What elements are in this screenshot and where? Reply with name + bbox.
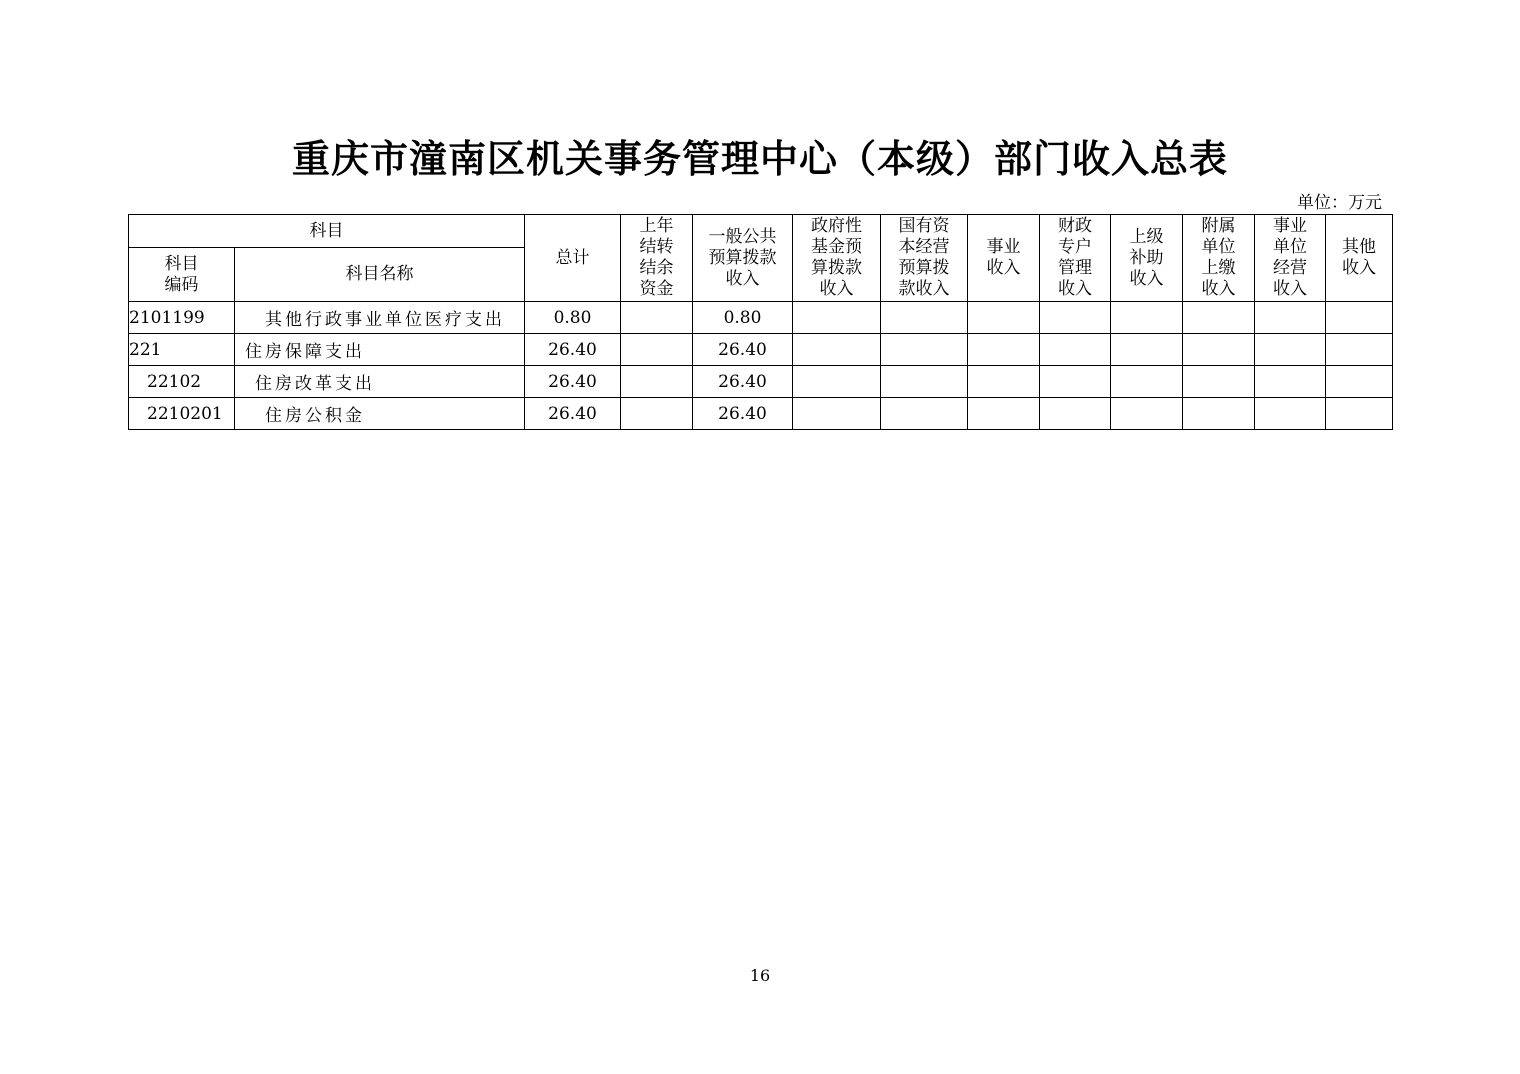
superior-subsidy-cell [1111, 334, 1183, 366]
business-income-cell [968, 334, 1040, 366]
other-income-cell [1326, 366, 1393, 398]
business-income-cell [968, 398, 1040, 430]
unit-operating-cell [1255, 334, 1326, 366]
unit-operating-cell [1255, 302, 1326, 334]
other-income-cell [1326, 334, 1393, 366]
subject-name-cell: 住房公积金 [235, 398, 525, 430]
state-capital-cell [881, 302, 968, 334]
col-header-subject-name: 科目名称 [235, 248, 525, 302]
superior-subsidy-cell [1111, 366, 1183, 398]
special-account-cell [1040, 398, 1111, 430]
col-header-superior-subsidy: 上级 补助 收入 [1111, 215, 1183, 302]
table-row [129, 334, 1393, 366]
subject-name-cell: 住房改革支出 [235, 366, 525, 398]
business-income-cell [968, 366, 1040, 398]
subject-code-cell: 22102 [129, 366, 235, 398]
subject-code-cell: 2210201 [129, 398, 235, 430]
state-capital-cell [881, 366, 968, 398]
carryover-cell [621, 398, 693, 430]
total-cell: 0.80 [525, 302, 621, 334]
superior-subsidy-cell [1111, 302, 1183, 334]
subject-code-cell: 221 [129, 334, 235, 366]
table-row [129, 366, 1393, 398]
superior-subsidy-cell [1111, 398, 1183, 430]
col-header-business-income: 事业 收入 [968, 215, 1040, 302]
col-header-affiliated-unit: 附属 单位 上缴 收入 [1183, 215, 1255, 302]
affiliated-unit-cell [1183, 302, 1255, 334]
unit-operating-cell [1255, 366, 1326, 398]
special-account-cell [1040, 302, 1111, 334]
header-row-1 [129, 215, 1393, 248]
other-income-cell [1326, 398, 1393, 430]
total-cell: 26.40 [525, 334, 621, 366]
income-summary-table [128, 214, 1393, 430]
general-budget-cell: 26.40 [693, 334, 793, 366]
carryover-cell [621, 334, 693, 366]
col-header-state-capital: 国有资 本经营 预算拨 款收入 [881, 215, 968, 302]
gov-fund-cell [793, 366, 881, 398]
page-title: 重庆市潼南区机关事务管理中心（本级）部门收入总表 [291, 137, 1228, 181]
other-income-cell [1326, 302, 1393, 334]
page-number: 16 [749, 966, 771, 985]
general-budget-cell: 26.40 [693, 366, 793, 398]
col-header-special-account: 财政 专户 管理 收入 [1040, 215, 1111, 302]
total-cell: 26.40 [525, 398, 621, 430]
col-header-gov-fund: 政府性 基金预 算拨款 收入 [793, 215, 881, 302]
gov-fund-cell [793, 334, 881, 366]
col-header-general-budget: 一般公共 预算拨款 收入 [693, 215, 793, 302]
state-capital-cell [881, 334, 968, 366]
gov-fund-cell [793, 398, 881, 430]
carryover-cell [621, 366, 693, 398]
carryover-cell [621, 302, 693, 334]
special-account-cell [1040, 366, 1111, 398]
subject-code-cell: 2101199 [129, 302, 235, 334]
total-cell: 26.40 [525, 366, 621, 398]
table-row [129, 302, 1393, 334]
business-income-cell [968, 302, 1040, 334]
gov-fund-cell [793, 302, 881, 334]
affiliated-unit-cell [1183, 398, 1255, 430]
affiliated-unit-cell [1183, 366, 1255, 398]
subject-group-header: 科目 [129, 215, 525, 248]
col-header-total: 总计 [525, 215, 621, 302]
table-row [129, 398, 1393, 430]
col-header-other-income: 其他 收入 [1326, 215, 1393, 302]
general-budget-cell: 26.40 [693, 398, 793, 430]
col-header-carryover: 上年 结转 结余 资金 [621, 215, 693, 302]
col-header-unit-operating: 事业 单位 经营 收入 [1255, 215, 1326, 302]
col-header-subject-code: 科目 编码 [129, 248, 235, 302]
unit-operating-cell [1255, 398, 1326, 430]
state-capital-cell [881, 398, 968, 430]
subject-name-cell: 住房保障支出 [235, 334, 525, 366]
special-account-cell [1040, 334, 1111, 366]
affiliated-unit-cell [1183, 334, 1255, 366]
unit-label: 单位：万元 [1297, 193, 1382, 213]
general-budget-cell: 0.80 [693, 302, 793, 334]
subject-name-cell: 其他行政事业单位医疗支出 [235, 302, 525, 334]
